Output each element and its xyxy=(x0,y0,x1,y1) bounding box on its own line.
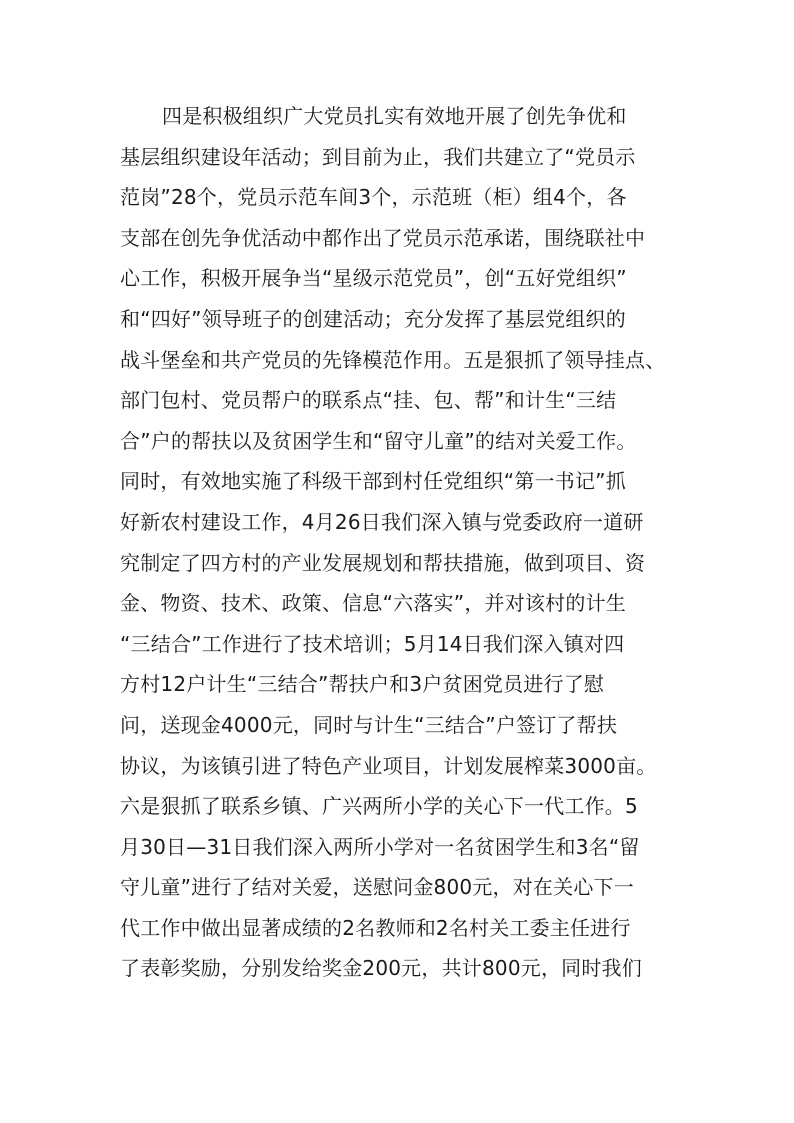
paragraph-line: 基层组织建设年活动；到目前为止，我们共建立了“党员示 xyxy=(120,144,636,169)
paragraph-line: 金、物资、技术、政策、信息“六落实”，并对该村的计生 xyxy=(120,591,626,616)
paragraph-line: 和“四好”领导班子的创建活动；充分发挥了基层党组织的 xyxy=(120,306,626,331)
paragraph-line: 四是积极组织广大党员扎实有效地开展了创先争优和 xyxy=(162,104,627,128)
paragraph-line: 守儿童”进行了结对关爱，送慰问金800元，对在关心下一 xyxy=(120,875,634,900)
paragraph-line: 协议，为该镇引进了特色产业项目，计划发展榨菜3000亩。 xyxy=(120,753,657,778)
paragraph-line: 范岗”28个，党员示范车间3个，示范班（柜）组4个，各 xyxy=(120,185,627,210)
paragraph-line: 六是狠抓了联系乡镇、广兴两所小学的关心下一代工作。5 xyxy=(120,794,638,819)
paragraph-line: 方村12户计生“三结合”帮扶户和3户贫困党员进行了慰 xyxy=(120,672,605,697)
paragraph-line: 战斗堡垒和共产党员的先锋模范作用。五是狠抓了领导挂点、 xyxy=(120,347,666,372)
paragraph-line: 问，送现金4000元，同时与计生“三结合”户签订了帮扶 xyxy=(120,712,618,737)
paragraph-line: 月30日—31日我们深入两所小学对一名贫困学生和3名“留 xyxy=(120,834,640,859)
paragraph-line: 好新农村建设工作，4月26日我们深入镇与党委政府一道研 xyxy=(120,509,644,534)
paragraph-line: 究制定了四方村的产业发展规划和帮扶措施，做到项目、资 xyxy=(120,550,646,575)
paragraph-line: 了表彰奖励，分别发给奖金200元，共计800元，同时我们 xyxy=(120,956,642,981)
paragraph-line: 心工作，积极开展争当“星级示范党员”，创“五好党组织” xyxy=(120,266,627,291)
paragraph-line: “三结合”工作进行了技术培训；5月14日我们深入镇对四 xyxy=(120,631,625,656)
paragraph-line: 同时，有效地实施了科级干部到村任党组织“第一书记”抓 xyxy=(120,469,626,494)
body-paragraph xyxy=(120,96,680,989)
paragraph-line: 部门包村、党员帮户的联系点“挂、包、帮”和计生“三结 xyxy=(120,388,617,413)
paragraph-line: 代工作中做出显著成绩的2名教师和2名村关工委主任进行 xyxy=(120,915,631,940)
paragraph-line: 合”户的帮扶以及贫困学生和“留守儿童”的结对关爱工作。 xyxy=(120,428,637,453)
paragraph-line: 支部在创先争优活动中都作出了党员示范承诺，围绕联社中 xyxy=(120,225,646,250)
